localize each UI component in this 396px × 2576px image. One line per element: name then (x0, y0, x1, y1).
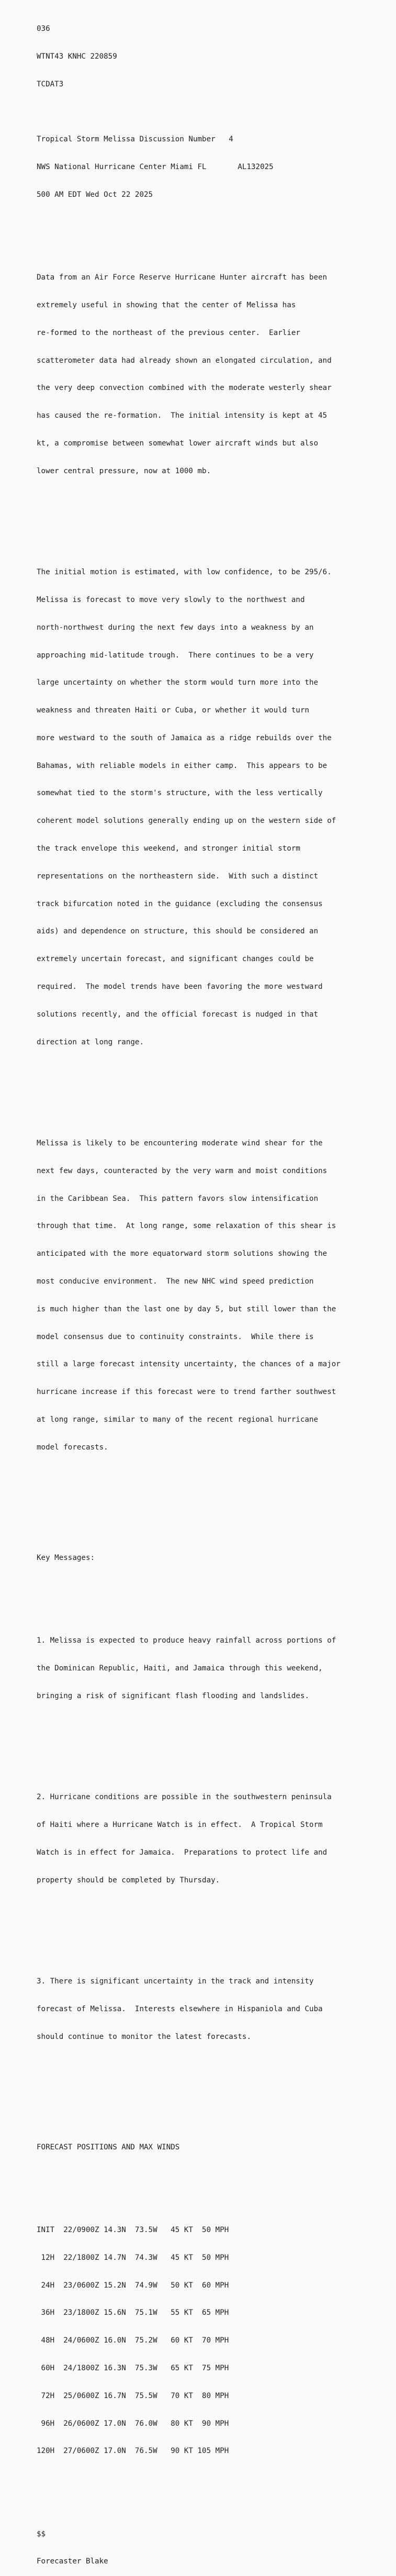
text-line: property should be completed by Thursday. (37, 1876, 220, 1884)
text-line: coherent model solutions generally ending up on the western side of (37, 817, 336, 826)
text-line: Melissa is forecast to move very slowly to the northwest and (37, 596, 305, 604)
text-line: Watch is in effect for Jamaica. Preparations to protect life and (37, 1848, 327, 1857)
text-line: the track envelope this weekend, and stronger initial storm (37, 844, 300, 853)
text-line: track bifurcation noted in the guidance (excluding the consensus (37, 899, 323, 908)
spacer (37, 1489, 341, 1499)
text-line: the very deep convection combined with the moderate westerly shear (37, 384, 332, 393)
end-marker: $$ (37, 2529, 46, 2538)
text-line: in the Caribbean Sea. This pattern favors slow intensification (37, 1194, 319, 1203)
text-line: next few days, counteracted by the very warm and moist conditions (37, 1166, 327, 1175)
text-line: Bahamas, with reliable models in either camp. This appears to be (37, 761, 327, 770)
text-line: aids) and dependence on structure, this should be considered an (37, 927, 319, 936)
text-line: weakness and threaten Haiti or Cuba, or whether it would turn (37, 706, 310, 715)
text-line: through that time. At long range, some relaxation of this shear is (37, 1222, 336, 1231)
forecast-row: 12H 22/1800Z 14.7N 74.3W 45 KT 50 MPH (37, 2253, 229, 2262)
text-line: is much higher than the last one by day 5, but still lower than the (37, 1304, 336, 1313)
text-line: somewhat tied to the storm's structure, with the less vertically (37, 789, 323, 798)
wmo-header: WTNT43 KNHC 220859 (37, 52, 117, 61)
text-line: hurricane increase if this forecast were to trend farther southwest (37, 1388, 336, 1397)
issue-time: 500 AM EDT Wed Oct 22 2025 (37, 190, 153, 199)
spacer (37, 2493, 341, 2502)
text-line: extremely useful in showing that the center of Melissa has (37, 301, 296, 309)
text-line: still a large forecast intensity uncertainty, the chances of a major (37, 1360, 341, 1369)
spacer (37, 2079, 341, 2088)
text-line: most conducive environment. The new NHC wind speed prediction (37, 1277, 314, 1286)
spacer (37, 2106, 341, 2115)
forecast-row: 72H 25/0600Z 16.7N 75.5W 70 KT 80 MPH (37, 2391, 229, 2400)
forecast-row: 24H 23/0600Z 15.2N 74.9W 50 KT 60 MPH (37, 2281, 229, 2290)
spacer (37, 108, 341, 117)
text-line: required. The model trends have been favoring the more westward (37, 982, 323, 991)
paragraph-1 (37, 255, 341, 494)
text-line: should continue to monitor the latest forecasts. (37, 2032, 251, 2041)
text-line: anticipated with the more equatorward storm solutions showing the (37, 1250, 327, 1258)
key-messages-heading: Key Messages: (37, 1553, 95, 1562)
text-line: 2. Hurricane conditions are possible in the southwestern peninsula (37, 1793, 332, 1802)
forecast-row: 96H 26/0600Z 17.0N 76.0W 80 KT 90 MPH (37, 2419, 229, 2428)
text-line: 1. Melissa is expected to produce heavy rainfall across portions of (37, 1636, 336, 1645)
text-line: approaching mid-latitude trough. There continues to be a very (37, 651, 314, 660)
text-line: more westward to the south of Jamaica as a ridge rebuilds over the (37, 733, 332, 742)
text-line: north-northwest during the next few days into a weakness by an (37, 623, 314, 632)
spacer (37, 1084, 341, 1093)
text-line: solutions recently, and the official forecast is nudged in that (37, 1010, 319, 1019)
spacer (37, 513, 341, 522)
text-line: scatterometer data had already shown an elongated circulation, and (37, 356, 332, 365)
paragraph-2 (37, 550, 341, 1065)
text-line: re-formed to the northeast of the previous center. Earlier (37, 328, 300, 337)
text-line: extremely uncertain forecast, and significant changes could be (37, 955, 314, 964)
spacer (37, 218, 341, 228)
text-line: 3. There is significant uncertainty in the track and intensity (37, 1977, 314, 1986)
text-line: model forecasts. (37, 1443, 108, 1452)
forecast-table (37, 2207, 341, 2474)
forecaster-signature: Forecaster Blake (37, 2557, 108, 2566)
text-line: direction at long range. (37, 1038, 144, 1046)
paragraph-3 (37, 1121, 341, 1471)
key-message-2 (37, 1775, 341, 1903)
text-line: Melissa is likely to be encountering moderate wind shear for the (37, 1139, 323, 1148)
spacer (37, 1738, 341, 1747)
text-line: forecast of Melissa. Interests elsewhere in Hispaniola and Cuba (37, 2004, 323, 2013)
text-line: The initial motion is estimated, with low confidence, to be 295/6. (37, 568, 332, 577)
forecast-heading: FORECAST POSITIONS AND MAX WINDS (37, 2143, 180, 2151)
forecast-row: 60H 24/1800Z 16.3N 75.3W 65 KT 75 MPH (37, 2364, 229, 2372)
awips-id: TCDAT3 (37, 80, 64, 88)
text-line: at long range, similar to many of the recent regional hurricane (37, 1415, 319, 1424)
text-line: the Dominican Republic, Haiti, and Jamaica through this weekend, (37, 1664, 323, 1672)
document-title: Tropical Storm Melissa Discussion Number 4 (37, 135, 233, 144)
text-line: bringing a risk of significant flash flooding and landslides. (37, 1691, 310, 1700)
text-line: large uncertainty on whether the storm would turn more into the (37, 678, 319, 687)
forecast-row: 120H 27/0600Z 17.0N 76.5W 90 KT 105 MPH (37, 2447, 229, 2456)
text-line: model consensus due to continuity constraints. While there is (37, 1332, 314, 1341)
forecast-row: 36H 23/1800Z 15.6N 75.1W 55 KT 65 MPH (37, 2309, 229, 2317)
forecast-row: INIT 22/0900Z 14.3N 73.5W 45 KT 50 MPH (37, 2226, 229, 2235)
product-id: 036 (37, 25, 50, 34)
spacer (37, 1922, 341, 1932)
text-line: lower central pressure, now at 1000 mb. (37, 466, 211, 475)
discussion-document (37, 6, 341, 2576)
text-line: Data from an Air Force Reserve Hurricane Hunter aircraft has been (37, 273, 327, 282)
text-line: of Haiti where a Hurricane Watch is in effect. A Tropical Storm (37, 1820, 323, 1829)
key-message-3 (37, 1959, 341, 2060)
spacer (37, 1516, 341, 1526)
issuing-office: NWS National Hurricane Center Miami FL AL132025 (37, 163, 274, 172)
key-message-1 (37, 1618, 341, 1720)
text-line: kt, a compromise between somewhat lower aircraft winds but also (37, 439, 319, 448)
forecast-row: 48H 24/0600Z 16.0N 75.2W 60 KT 70 MPH (37, 2336, 229, 2345)
text-line: representations on the northeastern side. With such a distinct (37, 872, 319, 880)
spacer (37, 2171, 341, 2180)
spacer (37, 1581, 341, 1591)
text-line: has caused the re-formation. The initial intensity is kept at 45 (37, 411, 327, 420)
